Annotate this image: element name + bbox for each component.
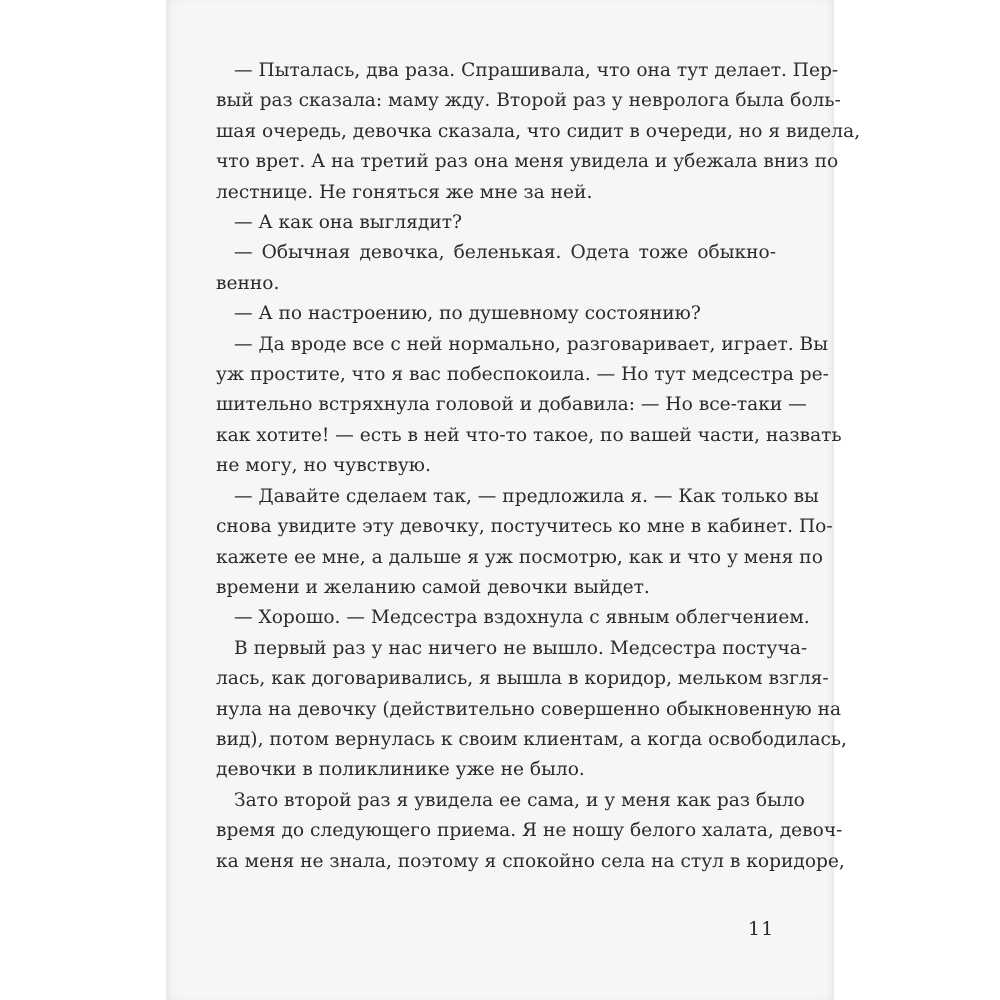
text-line: шая очередь, девочка сказала, что сидит в очереди, но я видела, — [216, 120, 861, 142]
text-line: — Пыталась, два раза. Спрашивала, что она тут делает. Пер- — [234, 60, 839, 81]
text-line: снова увидите эту девочку, постучитесь ко мне в кабинет. По- — [216, 516, 833, 538]
page-number: 11 — [748, 918, 775, 940]
text-line: венно. — [216, 272, 280, 294]
text-line: лестнице. Не гоняться же мне за ней. — [216, 181, 593, 203]
text-line: — Обычная девочка, беленькая. Одета тоже обыкно- — [234, 242, 776, 264]
text-line: времени и желанию самой девочки выйдет. — [216, 576, 650, 598]
text-line: ка меня не знала, поэтому я спокойно села на стул в коридоре, — [216, 850, 845, 872]
paragraph — [216, 299, 776, 329]
paragraph — [216, 634, 847, 786]
text-line: уж простите, что я вас побеспокоила. — Но тут медсестра ре- — [216, 364, 829, 386]
text-line: время до следующего приема. Я не ношу белого халата, девоч- — [216, 820, 843, 842]
text-line: шительно встряхнула головой и добавила: — Но все-таки — — [216, 394, 807, 416]
paragraph — [216, 786, 845, 877]
page-body-text — [216, 56, 861, 877]
book-page — [166, 0, 861, 1000]
text-line: — Да вроде все с ней нормально, разговаривает, играет. Вы — [234, 333, 829, 355]
paragraph — [216, 330, 842, 482]
text-line: как хотите! — есть в ней что-то такое, по вашей части, назвать — [216, 424, 842, 446]
text-line: — А как она выглядит? — [234, 212, 462, 234]
text-line: В первый раз у нас ничего не вышло. Медсестра постуча- — [234, 637, 808, 659]
text-line: — Давайте сделаем так, — предложила я. — Как только вы — [234, 485, 819, 507]
paragraph — [216, 238, 776, 299]
text-line: кажете ее мне, а дальше я уж посмотрю, как и что у меня по — [216, 546, 823, 568]
paragraph — [216, 56, 861, 208]
text-line: лась, как договаривались, я вышла в коридор, мельком взгля- — [216, 668, 829, 690]
text-line: не могу, но чувствую. — [216, 455, 431, 477]
paragraph — [216, 603, 810, 633]
text-line: нула на девочку (действительно совершенно обыкновенную на — [216, 698, 842, 720]
text-line: вид), потом вернулась к своим клиентам, а когда освободилась, — [216, 728, 847, 750]
text-line: — А по настроению, по душевному состоянию? — [234, 303, 701, 325]
text-line: что врет. А на третий раз она меня увидела и убежала вниз по — [216, 151, 839, 173]
paragraph — [216, 482, 833, 604]
paragraph — [216, 208, 776, 238]
text-line: девочки в поликлинике уже не было. — [216, 759, 585, 781]
text-line: вый раз сказала: маму жду. Второй раз у невролога была боль- — [216, 90, 841, 112]
text-line: — Хорошо. — Медсестра вздохнула с явным облегчением. — [234, 607, 810, 629]
text-line: Зато второй раз я увидела ее сама, и у меня как раз было — [234, 789, 805, 811]
